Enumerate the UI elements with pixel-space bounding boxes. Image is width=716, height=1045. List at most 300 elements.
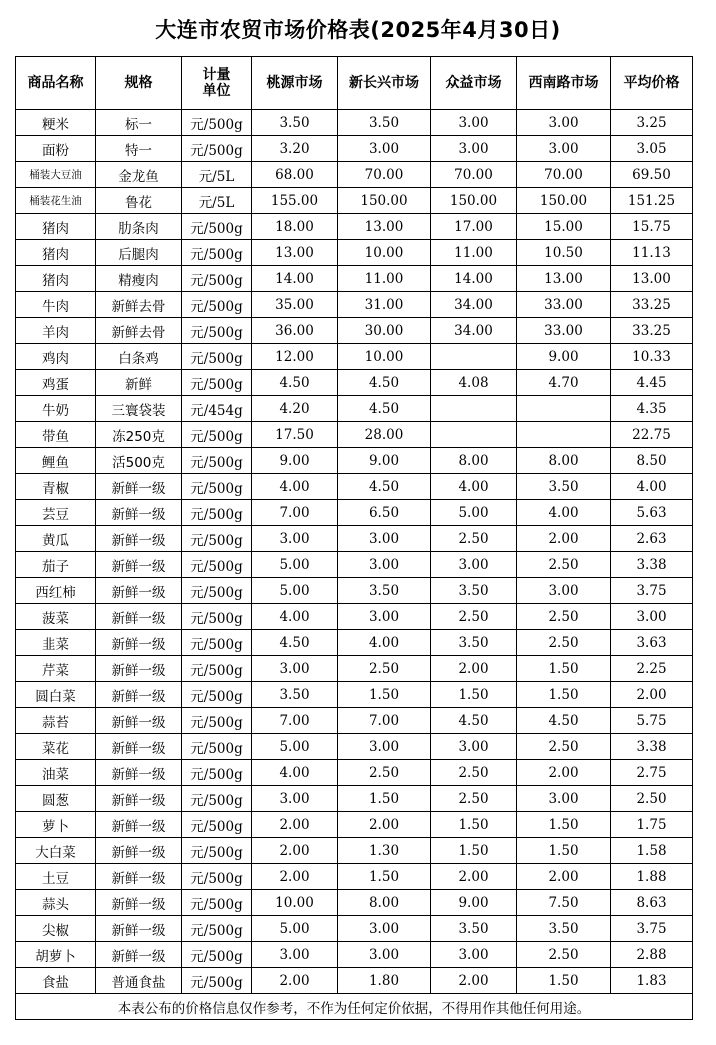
cell-price-xinanlu: 9.00: [517, 344, 611, 370]
cell-price-xinchangxing: 1.50: [338, 786, 431, 812]
cell-price-xinanlu: 1.50: [517, 968, 611, 994]
cell-price-average: 1.58: [611, 838, 693, 864]
cell-unit: 元/5L: [182, 188, 252, 214]
cell-price-xinchangxing: 2.50: [338, 760, 431, 786]
cell-spec: 新鲜一级: [96, 708, 182, 734]
cell-price-average: 33.25: [611, 292, 693, 318]
cell-unit: 元/500g: [182, 786, 252, 812]
table-row: [16, 188, 693, 214]
cell-price-xinchangxing: 4.50: [338, 396, 431, 422]
cell-name: 桶装花生油: [16, 188, 96, 214]
cell-price-taoyuan: 2.00: [252, 864, 338, 890]
cell-price-taoyuan: 3.20: [252, 136, 338, 162]
cell-price-xinanlu: 4.70: [517, 370, 611, 396]
cell-price-xinanlu: 1.50: [517, 812, 611, 838]
cell-price-taoyuan: 3.00: [252, 656, 338, 682]
table-row: [16, 422, 693, 448]
cell-price-zhongyi: [431, 396, 517, 422]
cell-price-taoyuan: 155.00: [252, 188, 338, 214]
table-row: [16, 968, 693, 994]
cell-price-zhongyi: 2.50: [431, 786, 517, 812]
note-row: [16, 994, 693, 1020]
cell-name: 猪肉: [16, 240, 96, 266]
cell-price-xinchangxing: 3.50: [338, 110, 431, 136]
cell-spec: 冻250克: [96, 422, 182, 448]
table-row: [16, 370, 693, 396]
table-row: [16, 916, 693, 942]
cell-price-taoyuan: 3.50: [252, 682, 338, 708]
cell-price-xinanlu: 3.50: [517, 916, 611, 942]
cell-spec: 特一: [96, 136, 182, 162]
page-title: 大连市农贸市场价格表(2025年4月30日): [155, 18, 561, 42]
cell-price-xinchangxing: 2.50: [338, 656, 431, 682]
cell-spec: 新鲜一级: [96, 916, 182, 942]
cell-unit: 元/500g: [182, 890, 252, 916]
cell-price-xinchangxing: 1.30: [338, 838, 431, 864]
cell-price-xinanlu: 15.00: [517, 214, 611, 240]
cell-price-zhongyi: 4.00: [431, 474, 517, 500]
cell-spec: 标一: [96, 110, 182, 136]
cell-price-xinchangxing: 7.00: [338, 708, 431, 734]
cell-price-taoyuan: 3.00: [252, 786, 338, 812]
cell-price-xinchangxing: 3.00: [338, 604, 431, 630]
cell-spec: 新鲜一级: [96, 890, 182, 916]
table-row: [16, 110, 693, 136]
cell-price-average: 3.75: [611, 578, 693, 604]
cell-price-taoyuan: 2.00: [252, 838, 338, 864]
cell-price-xinchangxing: 2.00: [338, 812, 431, 838]
cell-price-zhongyi: 1.50: [431, 682, 517, 708]
cell-price-taoyuan: 7.00: [252, 500, 338, 526]
cell-price-xinanlu: 10.50: [517, 240, 611, 266]
cell-spec: 活500克: [96, 448, 182, 474]
cell-price-xinchangxing: 13.00: [338, 214, 431, 240]
cell-price-xinchangxing: 4.50: [338, 474, 431, 500]
cell-spec: 新鲜一级: [96, 812, 182, 838]
cell-name: 西红柿: [16, 578, 96, 604]
table-row: [16, 500, 693, 526]
cell-name: 羊肉: [16, 318, 96, 344]
cell-price-xinchangxing: 4.50: [338, 370, 431, 396]
cell-price-zhongyi: 2.00: [431, 968, 517, 994]
header-name: 商品名称: [16, 57, 96, 110]
cell-price-average: 22.75: [611, 422, 693, 448]
cell-price-zhongyi: 2.50: [431, 760, 517, 786]
cell-spec: 普通食盐: [96, 968, 182, 994]
cell-name: 大白菜: [16, 838, 96, 864]
cell-price-average: 5.63: [611, 500, 693, 526]
cell-price-zhongyi: 17.00: [431, 214, 517, 240]
cell-unit: 元/500g: [182, 474, 252, 500]
cell-price-average: 3.38: [611, 552, 693, 578]
cell-name: 猪肉: [16, 266, 96, 292]
cell-price-zhongyi: [431, 422, 517, 448]
cell-price-xinanlu: 1.50: [517, 838, 611, 864]
header-unit-label: 计量单位: [202, 67, 231, 99]
cell-price-average: 3.75: [611, 916, 693, 942]
cell-spec: 新鲜一级: [96, 682, 182, 708]
cell-price-zhongyi: 4.50: [431, 708, 517, 734]
table-row: [16, 942, 693, 968]
cell-price-taoyuan: 3.00: [252, 942, 338, 968]
cell-price-taoyuan: 4.00: [252, 604, 338, 630]
cell-spec: 新鲜一级: [96, 552, 182, 578]
cell-price-taoyuan: 5.00: [252, 552, 338, 578]
cell-price-average: 11.13: [611, 240, 693, 266]
cell-price-xinchangxing: 3.00: [338, 552, 431, 578]
cell-price-xinanlu: 4.50: [517, 708, 611, 734]
cell-spec: 白条鸡: [96, 344, 182, 370]
cell-price-xinanlu: 3.00: [517, 110, 611, 136]
cell-price-average: 5.75: [611, 708, 693, 734]
table-row: [16, 240, 693, 266]
table-row: [16, 526, 693, 552]
cell-price-zhongyi: 11.00: [431, 240, 517, 266]
cell-price-xinchangxing: 3.00: [338, 526, 431, 552]
cell-price-xinchangxing: 3.00: [338, 942, 431, 968]
cell-price-average: 4.00: [611, 474, 693, 500]
table-row: [16, 318, 693, 344]
cell-spec: 新鲜一级: [96, 526, 182, 552]
cell-price-zhongyi: 3.00: [431, 734, 517, 760]
cell-price-taoyuan: 7.00: [252, 708, 338, 734]
cell-price-taoyuan: 18.00: [252, 214, 338, 240]
cell-name: 粳米: [16, 110, 96, 136]
cell-price-xinanlu: 33.00: [517, 292, 611, 318]
cell-price-xinanlu: 2.50: [517, 630, 611, 656]
cell-unit: 元/500g: [182, 656, 252, 682]
cell-name: 青椒: [16, 474, 96, 500]
cell-unit: 元/500g: [182, 526, 252, 552]
table-row: [16, 162, 693, 188]
cell-price-zhongyi: 34.00: [431, 292, 517, 318]
cell-price-taoyuan: 2.00: [252, 968, 338, 994]
cell-name: 胡萝卜: [16, 942, 96, 968]
cell-price-zhongyi: 2.00: [431, 656, 517, 682]
cell-price-zhongyi: [431, 344, 517, 370]
cell-name: 桶装大豆油: [16, 162, 96, 188]
cell-price-average: 4.45: [611, 370, 693, 396]
cell-name: 蒜苔: [16, 708, 96, 734]
cell-price-taoyuan: 14.00: [252, 266, 338, 292]
cell-spec: 新鲜一级: [96, 630, 182, 656]
cell-price-average: 2.00: [611, 682, 693, 708]
cell-price-xinanlu: 1.50: [517, 682, 611, 708]
cell-price-taoyuan: 35.00: [252, 292, 338, 318]
cell-unit: 元/454g: [182, 396, 252, 422]
cell-price-zhongyi: 3.00: [431, 110, 517, 136]
cell-unit: 元/500g: [182, 864, 252, 890]
cell-spec: 新鲜一级: [96, 474, 182, 500]
table-row: [16, 812, 693, 838]
cell-price-xinchangxing: 1.50: [338, 682, 431, 708]
cell-spec: 鲁花: [96, 188, 182, 214]
cell-unit: 元/500g: [182, 214, 252, 240]
cell-price-taoyuan: 9.00: [252, 448, 338, 474]
cell-price-zhongyi: 34.00: [431, 318, 517, 344]
cell-name: 鲤鱼: [16, 448, 96, 474]
table-row: [16, 630, 693, 656]
cell-price-average: 2.50: [611, 786, 693, 812]
table-row: [16, 344, 693, 370]
cell-unit: 元/5L: [182, 162, 252, 188]
cell-price-xinanlu: 2.00: [517, 760, 611, 786]
cell-price-taoyuan: 4.00: [252, 760, 338, 786]
cell-price-zhongyi: 70.00: [431, 162, 517, 188]
cell-spec: 新鲜去骨: [96, 292, 182, 318]
cell-unit: 元/500g: [182, 552, 252, 578]
cell-price-zhongyi: 4.08: [431, 370, 517, 396]
cell-unit: 元/500g: [182, 734, 252, 760]
cell-price-xinanlu: 3.00: [517, 786, 611, 812]
cell-price-taoyuan: 10.00: [252, 890, 338, 916]
cell-price-average: 2.75: [611, 760, 693, 786]
cell-price-taoyuan: 17.50: [252, 422, 338, 448]
cell-price-zhongyi: 3.50: [431, 916, 517, 942]
cell-price-xinanlu: 2.50: [517, 942, 611, 968]
cell-price-xinanlu: 2.50: [517, 734, 611, 760]
cell-price-taoyuan: 5.00: [252, 734, 338, 760]
header-market-xinchangxing: 新长兴市场: [338, 57, 431, 110]
cell-price-xinchangxing: 4.00: [338, 630, 431, 656]
cell-price-xinchangxing: 3.50: [338, 578, 431, 604]
cell-price-average: 2.88: [611, 942, 693, 968]
cell-unit: 元/500g: [182, 968, 252, 994]
cell-price-xinchangxing: 31.00: [338, 292, 431, 318]
cell-price-zhongyi: 2.50: [431, 526, 517, 552]
cell-price-average: 13.00: [611, 266, 693, 292]
header-market-taoyuan: 桃源市场: [252, 57, 338, 110]
table-row: [16, 734, 693, 760]
cell-price-average: 3.63: [611, 630, 693, 656]
cell-name: 圆葱: [16, 786, 96, 812]
cell-price-taoyuan: 3.50: [252, 110, 338, 136]
cell-price-taoyuan: 4.50: [252, 630, 338, 656]
cell-price-xinchangxing: 1.80: [338, 968, 431, 994]
cell-price-taoyuan: 4.20: [252, 396, 338, 422]
cell-price-taoyuan: 4.00: [252, 474, 338, 500]
cell-price-taoyuan: 13.00: [252, 240, 338, 266]
cell-unit: 元/500g: [182, 318, 252, 344]
cell-price-average: 2.25: [611, 656, 693, 682]
cell-name: 尖椒: [16, 916, 96, 942]
table-row: [16, 604, 693, 630]
cell-spec: 新鲜一级: [96, 604, 182, 630]
cell-unit: 元/500g: [182, 266, 252, 292]
cell-spec: 新鲜一级: [96, 578, 182, 604]
cell-price-xinanlu: 150.00: [517, 188, 611, 214]
cell-name: 芸豆: [16, 500, 96, 526]
cell-price-xinchangxing: 3.00: [338, 734, 431, 760]
cell-price-average: 8.50: [611, 448, 693, 474]
cell-price-zhongyi: 1.50: [431, 838, 517, 864]
cell-price-taoyuan: 36.00: [252, 318, 338, 344]
cell-price-average: 15.75: [611, 214, 693, 240]
cell-name: 带鱼: [16, 422, 96, 448]
cell-price-xinanlu: 2.50: [517, 552, 611, 578]
cell-price-average: 3.05: [611, 136, 693, 162]
cell-price-xinchangxing: 70.00: [338, 162, 431, 188]
cell-price-zhongyi: 14.00: [431, 266, 517, 292]
header-unit: [182, 57, 252, 110]
cell-name: 油菜: [16, 760, 96, 786]
cell-price-xinanlu: 1.50: [517, 656, 611, 682]
table-row: [16, 474, 693, 500]
cell-unit: 元/500g: [182, 292, 252, 318]
cell-price-xinchangxing: 8.00: [338, 890, 431, 916]
table-row: [16, 786, 693, 812]
cell-name: 韭菜: [16, 630, 96, 656]
cell-unit: 元/500g: [182, 630, 252, 656]
cell-price-average: 1.88: [611, 864, 693, 890]
cell-price-xinchangxing: 10.00: [338, 344, 431, 370]
header-average: 平均价格: [611, 57, 693, 110]
cell-unit: 元/500g: [182, 370, 252, 396]
cell-name: 菜花: [16, 734, 96, 760]
cell-price-taoyuan: 5.00: [252, 916, 338, 942]
cell-price-xinanlu: 13.00: [517, 266, 611, 292]
cell-name: 猪肉: [16, 214, 96, 240]
cell-name: 土豆: [16, 864, 96, 890]
cell-price-xinanlu: [517, 422, 611, 448]
cell-unit: 元/500g: [182, 682, 252, 708]
cell-unit: 元/500g: [182, 578, 252, 604]
header-market-zhongyi: 众益市场: [431, 57, 517, 110]
cell-price-xinchangxing: 10.00: [338, 240, 431, 266]
table-row: [16, 552, 693, 578]
cell-price-zhongyi: 9.00: [431, 890, 517, 916]
cell-spec: 新鲜一级: [96, 500, 182, 526]
cell-unit: 元/500g: [182, 812, 252, 838]
cell-price-average: 4.35: [611, 396, 693, 422]
cell-spec: 精瘦肉: [96, 266, 182, 292]
cell-price-zhongyi: 150.00: [431, 188, 517, 214]
cell-name: 蒜头: [16, 890, 96, 916]
cell-name: 面粉: [16, 136, 96, 162]
disclaimer-note: 本表公布的价格信息仅作参考，不作为任何定价依据，不得用作其他任何用途。: [16, 994, 693, 1020]
cell-price-average: 3.25: [611, 110, 693, 136]
cell-price-xinanlu: 8.00: [517, 448, 611, 474]
cell-spec: 新鲜一级: [96, 864, 182, 890]
table-row: [16, 708, 693, 734]
cell-spec: 新鲜: [96, 370, 182, 396]
cell-price-average: 151.25: [611, 188, 693, 214]
cell-price-xinanlu: 2.00: [517, 864, 611, 890]
cell-price-taoyuan: 3.00: [252, 526, 338, 552]
cell-spec: 金龙鱼: [96, 162, 182, 188]
cell-price-average: 3.00: [611, 604, 693, 630]
cell-unit: 元/500g: [182, 136, 252, 162]
cell-price-zhongyi: 2.50: [431, 604, 517, 630]
cell-unit: 元/500g: [182, 240, 252, 266]
cell-price-xinanlu: 2.00: [517, 526, 611, 552]
cell-spec: 后腿肉: [96, 240, 182, 266]
cell-spec: 新鲜去骨: [96, 318, 182, 344]
cell-price-taoyuan: 12.00: [252, 344, 338, 370]
cell-unit: 元/500g: [182, 708, 252, 734]
header-row: [16, 57, 693, 110]
table-row: [16, 214, 693, 240]
header-spec: 规格: [96, 57, 182, 110]
cell-price-xinanlu: 2.50: [517, 604, 611, 630]
cell-price-xinanlu: 70.00: [517, 162, 611, 188]
cell-price-xinanlu: 3.50: [517, 474, 611, 500]
cell-unit: 元/500g: [182, 422, 252, 448]
cell-price-zhongyi: 3.50: [431, 578, 517, 604]
cell-price-xinanlu: 3.00: [517, 136, 611, 162]
cell-name: 牛奶: [16, 396, 96, 422]
cell-name: 牛肉: [16, 292, 96, 318]
cell-price-zhongyi: 3.00: [431, 136, 517, 162]
cell-price-zhongyi: 3.50: [431, 630, 517, 656]
cell-price-xinanlu: [517, 396, 611, 422]
cell-name: 茄子: [16, 552, 96, 578]
header-market-xinanlu: 西南路市场: [517, 57, 611, 110]
cell-price-xinchangxing: 3.00: [338, 916, 431, 942]
cell-price-average: 1.83: [611, 968, 693, 994]
table-row: [16, 760, 693, 786]
cell-name: 鸡蛋: [16, 370, 96, 396]
cell-price-xinanlu: 7.50: [517, 890, 611, 916]
cell-price-average: 69.50: [611, 162, 693, 188]
cell-name: 黄瓜: [16, 526, 96, 552]
table-row: [16, 292, 693, 318]
cell-name: 菠菜: [16, 604, 96, 630]
cell-price-zhongyi: 3.00: [431, 552, 517, 578]
cell-name: 食盐: [16, 968, 96, 994]
cell-price-taoyuan: 2.00: [252, 812, 338, 838]
table-row: [16, 864, 693, 890]
table-row: [16, 266, 693, 292]
cell-price-zhongyi: 8.00: [431, 448, 517, 474]
cell-price-average: 3.38: [611, 734, 693, 760]
cell-price-zhongyi: 5.00: [431, 500, 517, 526]
cell-unit: 元/500g: [182, 760, 252, 786]
table-row: [16, 682, 693, 708]
cell-price-taoyuan: 4.50: [252, 370, 338, 396]
cell-unit: 元/500g: [182, 500, 252, 526]
cell-spec: 新鲜一级: [96, 838, 182, 864]
cell-price-xinchangxing: 28.00: [338, 422, 431, 448]
cell-spec: 新鲜一级: [96, 786, 182, 812]
cell-price-xinchangxing: 6.50: [338, 500, 431, 526]
cell-spec: 三寰袋装: [96, 396, 182, 422]
table-row: [16, 136, 693, 162]
cell-price-zhongyi: 3.00: [431, 942, 517, 968]
cell-price-xinchangxing: 3.00: [338, 136, 431, 162]
cell-unit: 元/500g: [182, 916, 252, 942]
cell-spec: 新鲜一级: [96, 656, 182, 682]
cell-price-xinanlu: 33.00: [517, 318, 611, 344]
cell-unit: 元/500g: [182, 110, 252, 136]
cell-unit: 元/500g: [182, 448, 252, 474]
cell-price-xinchangxing: 1.50: [338, 864, 431, 890]
cell-unit: 元/500g: [182, 942, 252, 968]
cell-price-xinanlu: 3.00: [517, 578, 611, 604]
cell-name: 芹菜: [16, 656, 96, 682]
cell-price-zhongyi: 1.50: [431, 812, 517, 838]
cell-price-taoyuan: 68.00: [252, 162, 338, 188]
table-row: [16, 396, 693, 422]
cell-name: 圆白菜: [16, 682, 96, 708]
cell-unit: 元/500g: [182, 344, 252, 370]
cell-price-zhongyi: 2.00: [431, 864, 517, 890]
table-row: [16, 656, 693, 682]
table-row: [16, 838, 693, 864]
cell-unit: 元/500g: [182, 604, 252, 630]
table-row: [16, 890, 693, 916]
cell-price-average: 8.63: [611, 890, 693, 916]
